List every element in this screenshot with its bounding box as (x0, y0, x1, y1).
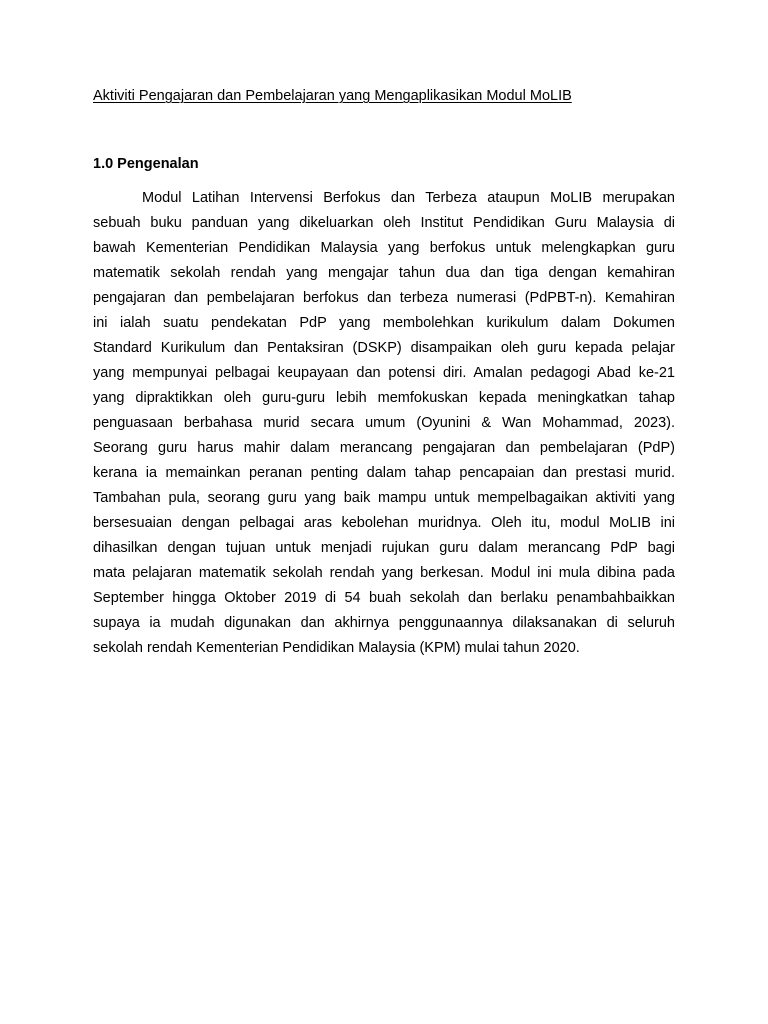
paragraph-line: dihasilkan dengan tujuan untuk menjadi rujukan guru dalam merancang PdP bagi (93, 540, 675, 556)
paragraph-line: Standard Kurikulum dan Pentaksiran (DSKP) disampaikan oleh guru kepada pelajar (93, 340, 675, 356)
paragraph-line: Tambahan pula, seorang guru yang baik mampu untuk mempelbagaikan aktiviti yang (93, 490, 675, 506)
paragraph-line: supaya ia mudah digunakan dan akhirnya penggunaannya dilaksanakan di seluruh (93, 615, 675, 631)
paragraph-line: kerana ia memainkan peranan penting dalam tahap pencapaian dan prestasi murid. (93, 465, 675, 481)
paragraph-line: matematik sekolah rendah yang mengajar tahun dua dan tiga dengan kemahiran (93, 265, 675, 281)
paragraph-line: sebuah buku panduan yang dikeluarkan oleh Institut Pendidikan Guru Malaysia di (93, 215, 675, 231)
paragraph-line: bersesuaian dengan pelbagai aras kebolehan muridnya. Oleh itu, modul MoLIB ini (93, 515, 675, 531)
paragraph-line: penguasaan berbahasa murid secara umum (Oyunini & Wan Mohammad, 2023). (93, 415, 675, 431)
paragraph-line: sekolah rendah Kementerian Pendidikan Malaysia (KPM) mulai tahun 2020. (93, 640, 580, 656)
document-title: Aktiviti Pengajaran dan Pembelajaran yang Mengaplikasikan Modul MoLIB (93, 88, 572, 104)
paragraph-line: ini ialah suatu pendekatan PdP yang membolehkan kurikulum dalam Dokumen (93, 315, 675, 331)
paragraph-line: bawah Kementerian Pendidikan Malaysia yang berfokus untuk melengkapkan guru (93, 240, 675, 256)
section-heading: 1.0 Pengenalan (93, 156, 199, 172)
paragraph-line: Seorang guru harus mahir dalam merancang pengajaran dan pembelajaran (PdP) (93, 440, 675, 456)
paragraph-line: September hingga Oktober 2019 di 54 buah sekolah dan berlaku penambahbaikkan (93, 590, 675, 606)
body-paragraph (93, 186, 675, 661)
paragraph-line: mata pelajaran matematik sekolah rendah yang berkesan. Modul ini mula dibina pada (93, 565, 675, 581)
paragraph-line: pengajaran dan pembelajaran berfokus dan terbeza numerasi (PdPBT-n). Kemahiran (93, 290, 675, 306)
paragraph-line: yang dipraktikkan oleh guru-guru lebih memfokuskan kepada meningkatkan tahap (93, 390, 675, 406)
paragraph-line: Modul Latihan Intervensi Berfokus dan Terbeza ataupun MoLIB merupakan (142, 190, 675, 206)
paragraph-line: yang mempunyai pelbagai keupayaan dan potensi diri. Amalan pedagogi Abad ke-21 (93, 365, 675, 381)
